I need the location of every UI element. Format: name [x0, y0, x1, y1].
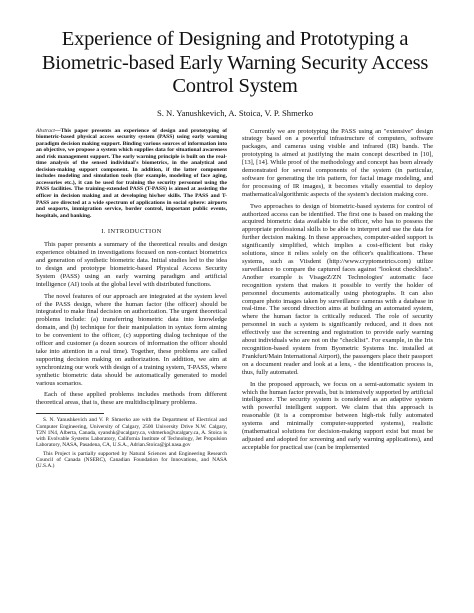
- body-paragraph: This paper presents a summary of the theoretical results and design experience obtained in investigations focused on non-contact biometrics and generation of synthetic biometric data. Initial studies led to the idea to design and prototype biometric-based Physical Access Security System (PASS) using an early warning paradigm and artificial intelligence (AI) tools at the global level with distributed functions.: [36, 241, 227, 288]
- body-paragraph: Currently we are prototyping the PASS using an "extensive" design strategy based on a powerful infrastructure of computers, software packages, and cameras using visible and infrared (IR) bands. The prototyping is aimed at justifying the main concept described in [10], [13], [14]. While proof of the methodology and concept has been already demonstrated for several components of the system (in particular, software for generating the iris pattern, for facial image modeling, and for processing of IR images), it becomes vitally essential to deploy mathematical/algorithmic aspects of the system's decision making core.: [242, 127, 433, 198]
- author-list: S. N. Yanushkevich, A. Stoica, V. P. Shmerko: [156, 107, 314, 118]
- abstract: [36, 128, 227, 220]
- abstract-label: Abstract: [36, 127, 55, 134]
- body-paragraph: Two approaches to design of biometric-based systems for control of authorized access can be identified. The first one is based on making the acquired biometric data available to the officer, who has to possess the appropriate professional skills to be able to interpret and use the data for further decision making. In these approaches, computer-aided support is significantly simplified, which implies a cost-efficient but risky solutions, since it relies solely on the officer's qualifications. These systems, such as Viisdent (http://www.cryptometrics.com) utilize surveillance to compare the captured faces against "lookout checklists". Another example is VisageZ/ZN Technologies' automatic face recognition system that makes it possible to verify the holder of personnel documents automatically using photographs. It can also compare photo images taken by surveillance cameras with a database in real-time. The second direction aims at building an automated system, where the human factor is critically reduced. The role of security personnel in such a system is significantly reduced, and it does not effectively use the screening and registration to provide early warning about individuals who are not on the "checklist". For example, in the Iris recognition-based system from Byometric Systems Inc. installed at Frankfurt/Main International Airport), the passengers place their passport on a document reader and look at a lens, - the identification process is, thus, fully automated.: [242, 202, 433, 376]
- right-column: [242, 128, 433, 472]
- footnote: S. N. Yanushkevich and V. P. Shmerko are with the Department of Electrical and Computer Engineering, University of Calgary, 2500 University Drive N.W. Calgary, T2N 1N4, Alberta, Canada, syanshk@ucalgary.ca, vshmerko@ucalgary.ca, A. Stoica is with Evolvable Systems Laboratory, California Institute of Technology, Jet Propulsion Laboratory, NASA, Pasadena, CA, U.S.A., Adrian.Stoica@jpl.nasa.gov: [36, 417, 227, 449]
- abstract-text: —This paper presents an experience of design and prototyping of biometric-based physical access security system (PASS) using early warning paradigm decision making support. Binding various sources of information into an objective, we propose a system which supplies data for situational awareness and risk management support. The early warning principle is built on the real-time analysis of the sensed individual's biometrics, in the analytical and decision-making support component. In addition, if the latter component includes modeling and simulation tools (for example, modeling of face aging, accessories etc.), it can be used for training the security personnel using the PASS facilities. The training-extended PASS (T-PASS) is aimed at assisting the officer in decision making and at developing his/her skills. The PASS and T-PASS are directed at a wide spectrum of applications in social sphere: airports and seaports, immigration service, border control, important public events, hospitals, and banking.: [36, 127, 227, 219]
- left-column: [36, 128, 227, 472]
- two-column-body: [36, 128, 434, 472]
- paper-title: Experience of Designing and Prototyping a Biometric-based Early Warning Security Access Control System: [41, 28, 429, 97]
- body-paragraph: Each of these applied problems includes methods from different theoretical areas, that is, these are multidisciplinary problems.: [36, 391, 227, 407]
- body-paragraph: The novel features of our approach are integrated at the system level of the PASS design, where the human factor (the officer) should be integrated to make final decision on authorization. The urgent theoretical problems include: (a) transferring biometric data into knowledge domain, and (b) technique for their manipulation in syntax form aiming to be convenient to the officer, (c) supporting dialog technique of the officer and customer (a dozen sources of information the officer should take into attention in a real time). Together, these problems are called supporting decision making on authorization. In addition, we aim at synchronizing our work with design of a training system, T-PASS, where synthetic biometric data should be automatically generated to model various scenarios.: [36, 292, 227, 387]
- body-paragraph: In the proposed approach, we focus on a semi-automatic system in which the human factor prevails, but is intensively supported by artificial intelligence. The security system is considered as an adaptive system with powerful intelligent support. We claim that this approach is reasonable (it is a compromise between high-risk fully automated systems and minimally computer-supported systems), realistic (mathematical solutions for decision-making support exist but must be adjusted and adopted for screening and early warning applications), and acceptable for practical use (can be implemented: [242, 380, 433, 451]
- footnote-divider: [36, 413, 104, 414]
- section-heading: I. INTRODUCTION: [101, 228, 162, 236]
- footnote: This Project is partially supported by Natural Sciences and Engineering Research Council of Canada (NSERC), Canadian Foundation for Innovations, and NASA (U.S.A.): [36, 450, 227, 470]
